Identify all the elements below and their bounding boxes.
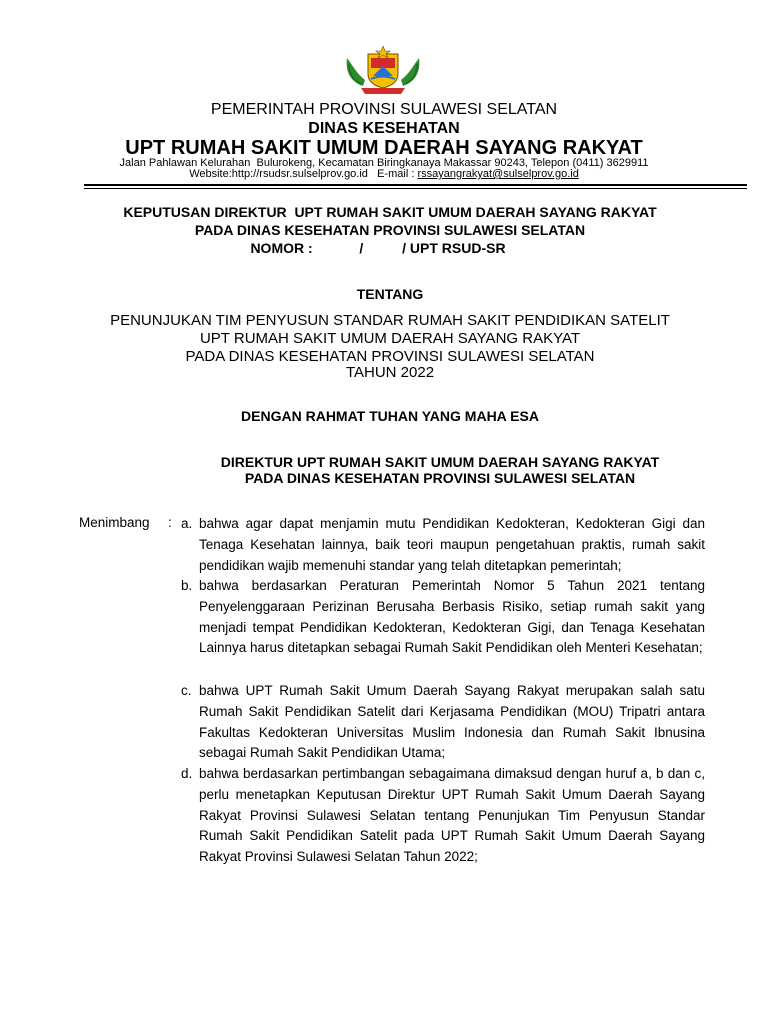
about-line: TAHUN 2022 [345, 364, 435, 381]
header-divider-thin [84, 188, 747, 189]
website-text: Website:http://rsudsr.sulselprov.go.id E-mail : [189, 168, 418, 180]
about-line: PENUNJUKAN TIM PENYUSUN STANDAR RUMAH SAKIT PENDIDIKAN SATELIT [110, 312, 670, 329]
considering-label: Menimbang [79, 515, 150, 530]
about-line: UPT RUMAH SAKIT UMUM DAERAH SAYANG RAKYAT [199, 330, 581, 347]
letterhead-hospital: UPT RUMAH SAKIT UMUM DAERAH SAYANG RAKYAT [125, 137, 643, 159]
about-heading: TENTANG [356, 286, 424, 302]
blessing: DENGAN RAHMAT TUHAN YANG MAHA ESA [241, 408, 539, 424]
provincial-emblem-icon [333, 46, 433, 96]
letterhead-department: DINAS KESEHATAN [308, 120, 460, 137]
item-text: bahwa agar dapat menjamin mutu Pendidikan Kedokteran, Kedokteran Gigi dan Tenaga Kesehatan lainnya, baik teori maupun pengetahuan praktis, rumah sakit pendidikan wajib memenuhi standar yang telah ditetapkan pemerintah; [199, 516, 705, 573]
item-text: bahwa UPT Rumah Sakit Umum Daerah Sayang Rakyat merupakan salah satu Rumah Sakit Pendidikan Satelit dari Kerjasama Pendidikan (MOU) Tripatri antara Fakultas Kedokteran Universitas Muslim Indonesia dan Rumah Sakit Ibnusina sebagai Rumah Sakit Pendidikan Utama; [199, 683, 705, 761]
item-text: bahwa berdasarkan Peraturan Pemerintah Nomor 5 Tahun 2021 tentang Penyelenggaraan Perizinan Berusaha Berbasis Risiko, setiap rumah sakit yang menjadi tempat Pendidikan Kedokteran, Kedokteran Gigi, dan Tenaga Kesehatan Lainnya harus ditetapkan sebagai Rumah Sakit Pendidikan oleh Menteri Kesehatan; [199, 578, 705, 656]
item-letter: c. [181, 683, 192, 698]
letterhead-government: PEMERINTAH PROVINSI SULAWESI SELATAN [210, 101, 558, 118]
item-letter: d. [181, 766, 193, 781]
considering-colon: : [168, 515, 172, 530]
decree-title-line1: KEPUTUSAN DIREKTUR UPT RUMAH SAKIT UMUM DAERAH SAYANG RAKYAT [123, 204, 657, 220]
item-letter: b. [181, 578, 193, 593]
item-letter: a. [181, 516, 193, 531]
director-line2: PADA DINAS KESEHATAN PROVINSI SULAWESI SELATAN [244, 470, 636, 486]
decree-number: NOMOR : / / UPT RSUD-SR [250, 240, 506, 256]
header-divider-thick [84, 184, 747, 186]
letterhead-contact [0, 168, 768, 180]
considering-item [181, 764, 705, 868]
considering-item [181, 514, 705, 576]
letterhead-address: Jalan Pahlawan Kelurahan Bulurokeng, Kecamatan Biringkanaya Makassar 90243, Telepon (0411) 3629911 [119, 157, 649, 169]
item-text: bahwa berdasarkan pertimbangan sebagaimana dimaksud dengan huruf a, b dan c, perlu menetapkan Keputusan Direktur UPT Rumah Sakit Umum Daerah Sayang Rakyat Provinsi Sulawesi Selatan tentang Penunjukan Tim Penyusun Standar Rumah Sakit Pendidikan Satelit pada UPT Rumah Sakit Umum Daerah Sayang Rakyat Provinsi Sulawesi Selatan Tahun 2022; [199, 766, 705, 865]
email-link[interactable]: rssayangrakyat@sulselprov.go.id [417, 168, 579, 180]
decree-title-line2: PADA DINAS KESEHATAN PROVINSI SULAWESI SELATAN [194, 222, 586, 238]
considering-item [181, 576, 705, 659]
about-line: PADA DINAS KESEHATAN PROVINSI SULAWESI SELATAN [185, 348, 595, 365]
considering-item [181, 681, 705, 764]
director-line1: DIREKTUR UPT RUMAH SAKIT UMUM DAERAH SAYANG RAKYAT [220, 454, 660, 470]
